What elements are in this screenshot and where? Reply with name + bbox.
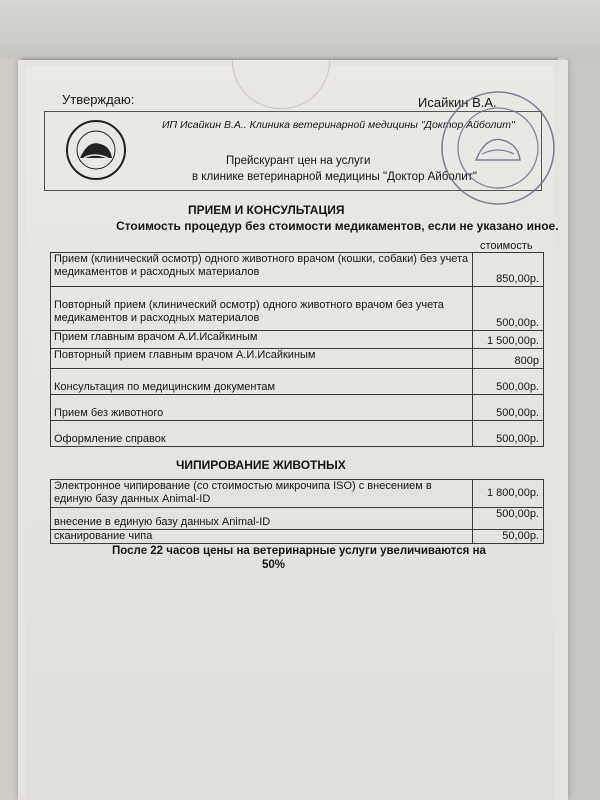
pricelist-title: Прейскурант цен на услуги xyxy=(226,155,371,167)
price-cell: 500,00р. xyxy=(473,287,544,331)
clinic-seal xyxy=(438,88,558,208)
service-cell: Оформление справок xyxy=(51,421,473,447)
approve-label: Утверждаю: xyxy=(62,92,135,107)
table-row xyxy=(51,421,544,447)
signer-name: Исайкин В.А. xyxy=(418,95,497,110)
clinic-logo xyxy=(64,118,128,182)
chipping-price-table xyxy=(50,479,544,544)
table-row xyxy=(51,331,544,349)
right-wall xyxy=(566,58,600,800)
section-title-chipping: ЧИПИРОВАНИЕ ЖИВОТНЫХ xyxy=(176,458,346,472)
price-cell: 500,00р. xyxy=(473,369,544,395)
consultation-price-table xyxy=(50,252,544,447)
table-row xyxy=(51,369,544,395)
price-cell: 50,00р. xyxy=(473,530,544,544)
pricelist-subtitle: в клинике ветеринарной медицины "Доктор Айболит" xyxy=(192,171,477,183)
table-row xyxy=(51,349,544,369)
table-row xyxy=(51,253,544,287)
price-cell: 500,00р. xyxy=(473,508,544,530)
table-row xyxy=(51,287,544,331)
price-cell: 850,00р. xyxy=(473,253,544,287)
price-cell: 500,00р. xyxy=(473,421,544,447)
service-cell: Прием без животного xyxy=(51,395,473,421)
service-cell: Консультация по медицинским документам xyxy=(51,369,473,395)
night-surcharge-note: После 22 часов цены на ветеринарные услуги увеличиваются на xyxy=(112,545,486,557)
section-title-consultation: ПРИЕМ И КОНСУЛЬТАЦИЯ xyxy=(188,203,345,217)
price-cell: 800р xyxy=(473,349,544,369)
price-column-header: стоимость xyxy=(480,240,533,252)
price-cell: 1 500,00р. xyxy=(473,331,544,349)
top-frame xyxy=(0,0,600,58)
section-subtitle: Стоимость процедур без стоимости медикаментов, если не указано иное. xyxy=(116,219,559,233)
table-row xyxy=(51,530,544,544)
service-cell: Электронное чипирование (со стоимостью микрочипа ISO) с внесением в единую базу данных Animal-ID xyxy=(51,480,473,508)
table-row xyxy=(51,480,544,508)
night-surcharge-percent: 50% xyxy=(262,559,286,571)
price-cell: 500,00р. xyxy=(473,395,544,421)
service-cell: Повторный прием главным врачом А.И.Исайкиным xyxy=(51,349,473,369)
table-row xyxy=(51,395,544,421)
price-cell: 1 800,00р. xyxy=(473,480,544,508)
service-cell: внесение в единую базу данных Animal-ID xyxy=(51,508,473,530)
service-cell: Прием (клинический осмотр) одного животного врачом (кошки, собаки) без учета медикаментов и расходных материалов xyxy=(51,253,473,287)
service-cell: Повторный прием (клинический осмотр) одного животного врачом без учета медикаментов и расходных материалов xyxy=(51,287,473,331)
organization-line: ИП Исайкин В.А.. Клиника ветеринарной медицины "Доктор Айболит" xyxy=(162,119,515,131)
service-cell: сканирование чипа xyxy=(51,530,473,544)
table-row xyxy=(51,508,544,530)
service-cell: Прием главным врачом А.И.Исайкиным xyxy=(51,331,473,349)
